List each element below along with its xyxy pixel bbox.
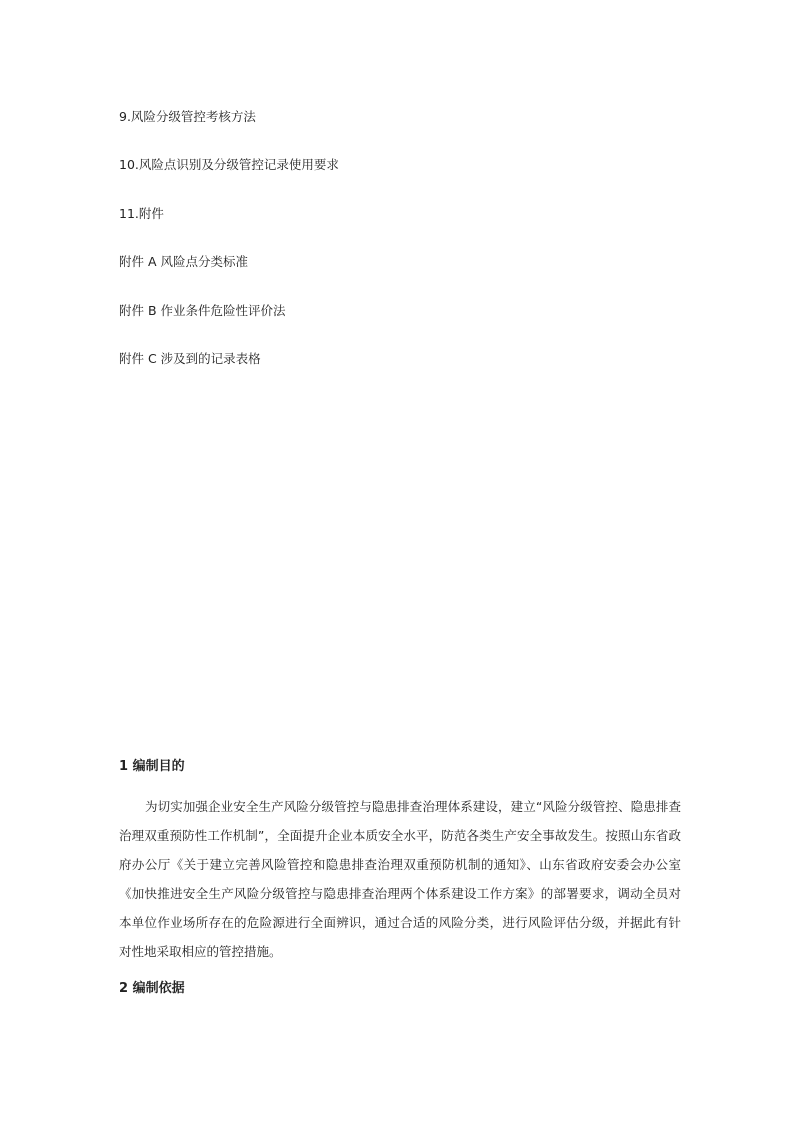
toc-item-10: 10.风险点识别及分级管控记录使用要求 [119, 157, 339, 172]
section-1-paragraph: 为切实加强企业安全生产风险分级管控与隐患排查治理体系建设，建立“风险分级管控、隐患排查治理双重预防性工作机制”，全面提升企业本质安全水平，防范各类生产安全事故发生。按照山东省政府办公厅《关于建立完善风险管控和隐患排查治理双重预防机制的通知》、山东省政府安委会办公室《加快推进安全生产风险分级管控与隐患排查治理两个体系建设工作方案》的部署要求，调动全员对本单位作业场所存在的危险源进行全面辨识，通过合适的风险分类，进行风险评估分级，并据此有针对性地采取相应的管控措施。 [119, 799, 681, 959]
section-1-heading: 1 编制目的 [119, 759, 185, 774]
toc-item-appendix-a: 附件 A 风险点分类标准 [119, 254, 248, 269]
toc-item-appendix-b: 附件 B 作业条件危险性评价法 [119, 303, 286, 318]
section-2-heading: 2 编制依据 [119, 981, 185, 996]
toc-item-9: 9.风险分级管控考核方法 [119, 109, 256, 124]
toc-item-appendix-c: 附件 C 涉及到的记录表格 [119, 351, 261, 366]
toc-item-11: 11.附件 [119, 206, 164, 221]
